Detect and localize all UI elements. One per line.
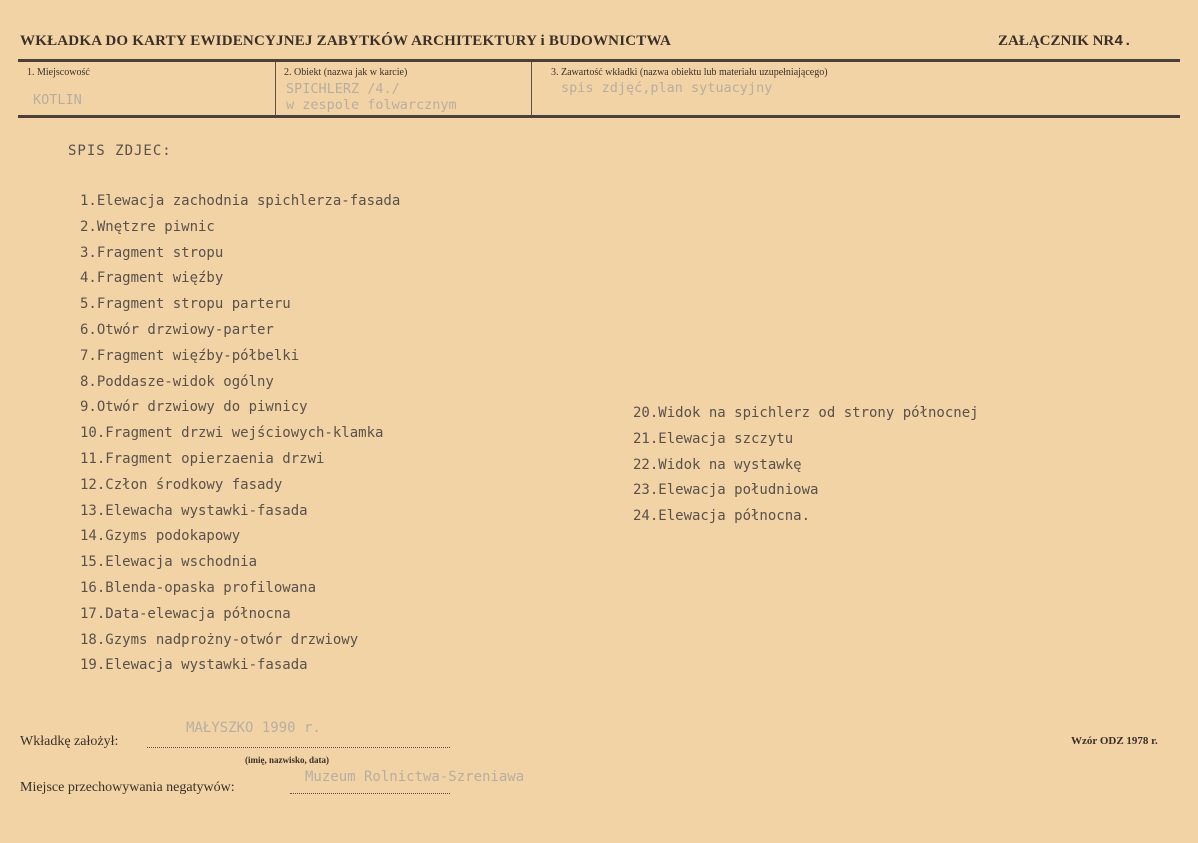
list-item: 8.Poddasze-widok ogólny: [80, 373, 274, 390]
form-title: WKŁADKA DO KARTY EWIDENCYJNEJ ZABYTKÓW ARCHITEKTURY i BUDOWNICTWA: [20, 33, 672, 49]
list-item: 7.Fragment więźby-półbelki: [80, 347, 300, 364]
list-item: 13.Elewacha wystawki-fasada: [80, 502, 308, 519]
locality-label: 1. Miejscowość: [27, 67, 90, 78]
fields-bottom-rule: [18, 115, 1180, 118]
photo-list-right: [633, 401, 979, 530]
founder-value: MAŁYSZKO 1990 r.: [186, 720, 321, 736]
object-value-line1: SPICHLERZ /4./: [286, 81, 400, 97]
list-item: 17.Data-elewacja północna: [80, 605, 291, 622]
list-item: 9.Otwór drzwiowy do piwnicy: [80, 399, 308, 416]
locality-value: KOTLIN: [33, 92, 82, 108]
list-item: 15.Elewacja wschodnia: [80, 554, 258, 571]
field-divider: [531, 62, 532, 116]
list-item: 10.Fragment drzwi wejściowych-klamka: [80, 425, 384, 442]
annex-label: [998, 33, 1132, 50]
list-item: 2.Wnętzre piwnic: [80, 218, 215, 235]
storage-value: Muzeum Rolnictwa-Szreniawa: [305, 769, 525, 785]
storage-label: Miejsce przechowywania negatywów:: [20, 780, 235, 795]
field-divider: [275, 62, 276, 116]
storage-dotted-line: [290, 793, 450, 794]
list-item: 5.Fragment stropu parteru: [80, 296, 291, 313]
photo-list-left: [80, 189, 400, 679]
list-item: 24.Elewacja północna.: [633, 508, 811, 525]
founder-label: Wkładkę założył:: [20, 734, 119, 749]
list-item: 14.Gzyms podokapowy: [80, 528, 241, 545]
founder-dotted-line: [147, 747, 450, 748]
header-rule: [18, 59, 1180, 62]
list-item: 22.Widok na wystawkę: [633, 456, 802, 473]
object-value-line2: w zespole folwarcznym: [286, 97, 457, 113]
list-item: 12.Człon środkowy fasady: [80, 476, 283, 493]
content-label: 3. Zawartość wkładki (nazwa obiektu lub materiału uzupełniającego): [551, 67, 828, 78]
list-item: 11.Fragment opierzaenia drzwi: [80, 450, 325, 467]
list-item: 23.Elewacja południowa: [633, 482, 819, 499]
list-item: 3.Fragment stropu: [80, 244, 224, 261]
annex-number: 4.: [1114, 33, 1133, 50]
form-template-mark: Wzór ODZ 1978 r.: [1071, 735, 1158, 747]
founder-caption: (imię, nazwisko, data): [245, 755, 329, 765]
content-value: spis zdjęć,plan sytuacyjny: [561, 80, 773, 96]
list-item: 16.Blenda-opaska profilowana: [80, 579, 317, 596]
object-label: 2. Obiekt (nazwa jak w karcie): [284, 67, 408, 78]
list-item: 18.Gzyms nadprożny-otwór drzwiowy: [80, 631, 359, 648]
photo-list-title: SPIS ZDJEC:: [68, 143, 172, 159]
list-item: 4.Fragment więźby: [80, 270, 224, 287]
list-item: 20.Widok na spichlerz od strony północnej: [633, 405, 979, 421]
list-item: 1.Elewacja zachodnia spichlerza-fasada: [80, 193, 401, 209]
list-item: 19.Elewacja wystawki-fasada: [80, 657, 308, 674]
list-item: 21.Elewacja szczytu: [633, 430, 794, 447]
list-item: 6.Otwór drzwiowy-parter: [80, 321, 274, 338]
annex-label-text: ZAŁĄCZNIK NR: [998, 33, 1115, 49]
